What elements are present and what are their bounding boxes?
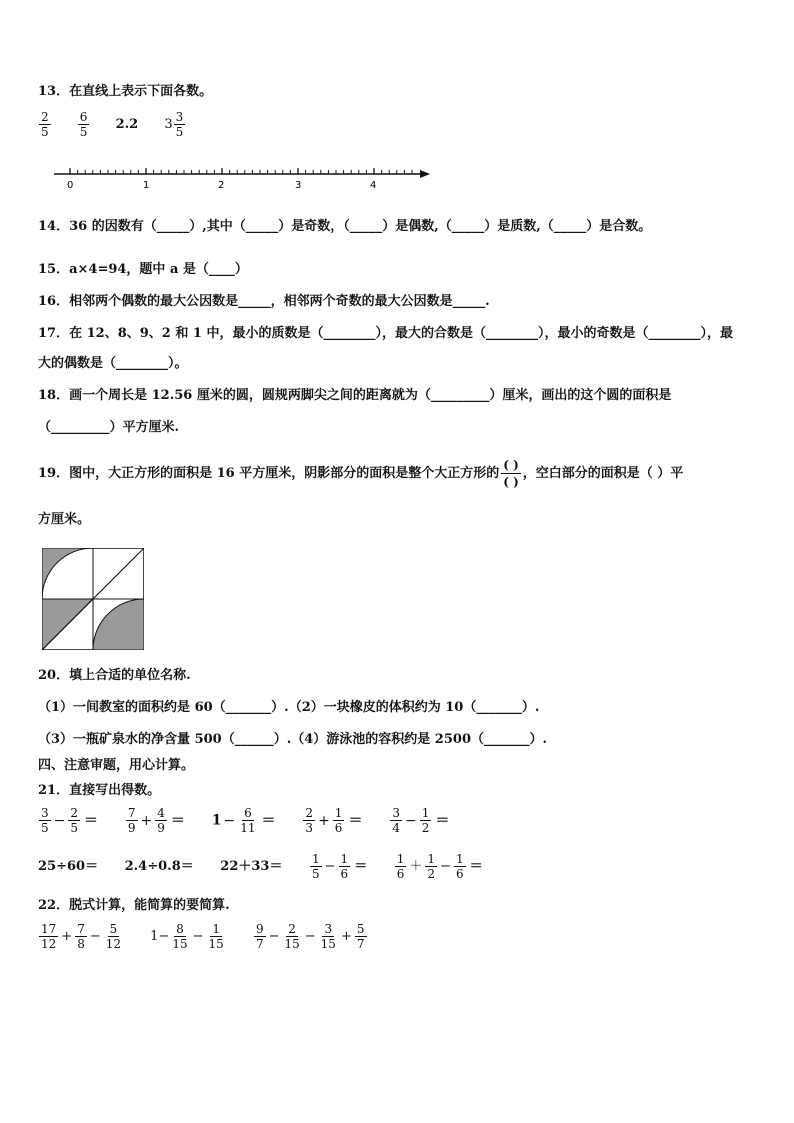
q22-expr-2: 1− $\frac{8}{15}$ − $\frac{1}{15}$ xyxy=(150,922,224,951)
tick-label-1: 1 xyxy=(143,180,150,191)
q17-line2: 大的偶数是（________）。 xyxy=(38,356,188,371)
tick-label-4: 4 xyxy=(370,180,377,191)
section-4-heading: 四、注意审题，用心计算。 xyxy=(38,758,195,773)
q19-pre: 19．图中，大正方形的面积是 16 平方厘米，阴影部分的面积是整个大正方形的 xyxy=(38,466,500,481)
q13-frac-1: $\frac{2}{5}$ xyxy=(41,110,49,139)
q13-mixed-whole: 3 xyxy=(164,117,173,132)
q18-line1: 18．画一个周长是 12.56 厘米的圆，圆规两脚尖之间的距离就为（_________）厘米，画出的这个圆的面积是 xyxy=(38,388,672,403)
q13-decimal: 2.2 xyxy=(115,117,139,132)
q22-title: 22．脱式计算，能简算的要简算. xyxy=(38,898,230,913)
q20-row1: （1）一间教室的面积约是 60（_______）.（2）一块橡皮的体积约为 10（_______）. xyxy=(38,700,540,715)
q13-frac-2: $\frac{6}{5}$ xyxy=(79,110,88,139)
q14: 14．36 的因数有（_____）,其中（_____）是奇数，（_____）是偶数,（_____）是质数,（_____）是合数。 xyxy=(38,219,652,234)
q19-line2: 方厘米。 xyxy=(38,512,91,527)
q17-line1: 17．在 12、8、9、2 和 1 中，最小的质数是（________），最大的合数是（________），最小的奇数是（________），最 xyxy=(38,326,733,341)
q21-expr-10: $\frac{1}{6}$ ＋ $\frac{1}{2}$ − $\frac{1}{6}$ ＝ xyxy=(396,852,483,881)
q22-expr-1: $\frac{17}{12}$ + $\frac{7}{8}$ − $\frac{5}{12}$ xyxy=(41,922,122,951)
q21-expr-4: $\frac{2}{3}$ + $\frac{1}{6}$ ＝ xyxy=(305,806,363,835)
q22-expressions xyxy=(38,922,390,951)
q21-expr-1: $\frac{3}{5}$ − $\frac{2}{5}$ ＝ xyxy=(41,806,99,835)
number-line xyxy=(50,164,435,192)
q18-line2: （_________）平方厘米. xyxy=(38,420,180,435)
q22-expr-3: $\frac{9}{7}$ − $\frac{2}{15}$ − $\frac{3}{15}$ + $\frac{5}{7}$ xyxy=(255,922,365,951)
q21-expr-3: 1 − $\frac{6}{11}$ ＝ xyxy=(211,806,276,835)
q16: 16．相邻两个偶数的最大公因数是_____，相邻两个奇数的最大公因数是_____. xyxy=(38,294,490,309)
q13-mixed-frac: $\frac{3}{5}$ xyxy=(175,110,184,139)
q21-expr-6: 25÷60＝ xyxy=(38,858,99,874)
q21-expr-5: $\frac{3}{4}$ − $\frac{1}{2}$ ＝ xyxy=(392,806,450,835)
q21-row1 xyxy=(38,806,471,835)
q21-expr-7: 2.4÷0.8＝ xyxy=(124,858,194,874)
tick-label-0: 0 xyxy=(67,180,74,191)
tick-label-3: 3 xyxy=(295,180,302,191)
q21-row2 xyxy=(38,852,505,881)
square-figure xyxy=(42,548,144,650)
q21-expr-2: $\frac{7}{9}$ + $\frac{4}{9}$ ＝ xyxy=(127,806,185,835)
q21-expr-8: 22＋33＝ xyxy=(220,858,283,874)
q20-row2: （3）一瓶矿泉水的净含量 500（______）.（4）游泳池的容积约是 2500（_______）. xyxy=(38,732,548,747)
q19-fraction-blank: $\frac{( )}{( )}$ xyxy=(503,458,519,489)
q21-expr-9: $\frac{1}{5}$ − $\frac{1}{6}$ ＝ xyxy=(312,852,368,881)
q13-title: 13．在直线上表示下面各数。 xyxy=(38,84,213,99)
q20-title: 20．填上合适的单位名称. xyxy=(38,668,191,683)
q21-title: 21．直接写出得数。 xyxy=(38,783,161,798)
q19-post: ，空白部分的面积是（ ）平 xyxy=(522,466,684,481)
q19-line1 xyxy=(38,455,683,493)
number-line-arrow xyxy=(420,170,430,178)
tick-label-2: 2 xyxy=(218,180,225,191)
q13-numbers xyxy=(38,110,186,139)
q15: 15．a×4=94，题中 a 是（____） xyxy=(38,262,248,277)
